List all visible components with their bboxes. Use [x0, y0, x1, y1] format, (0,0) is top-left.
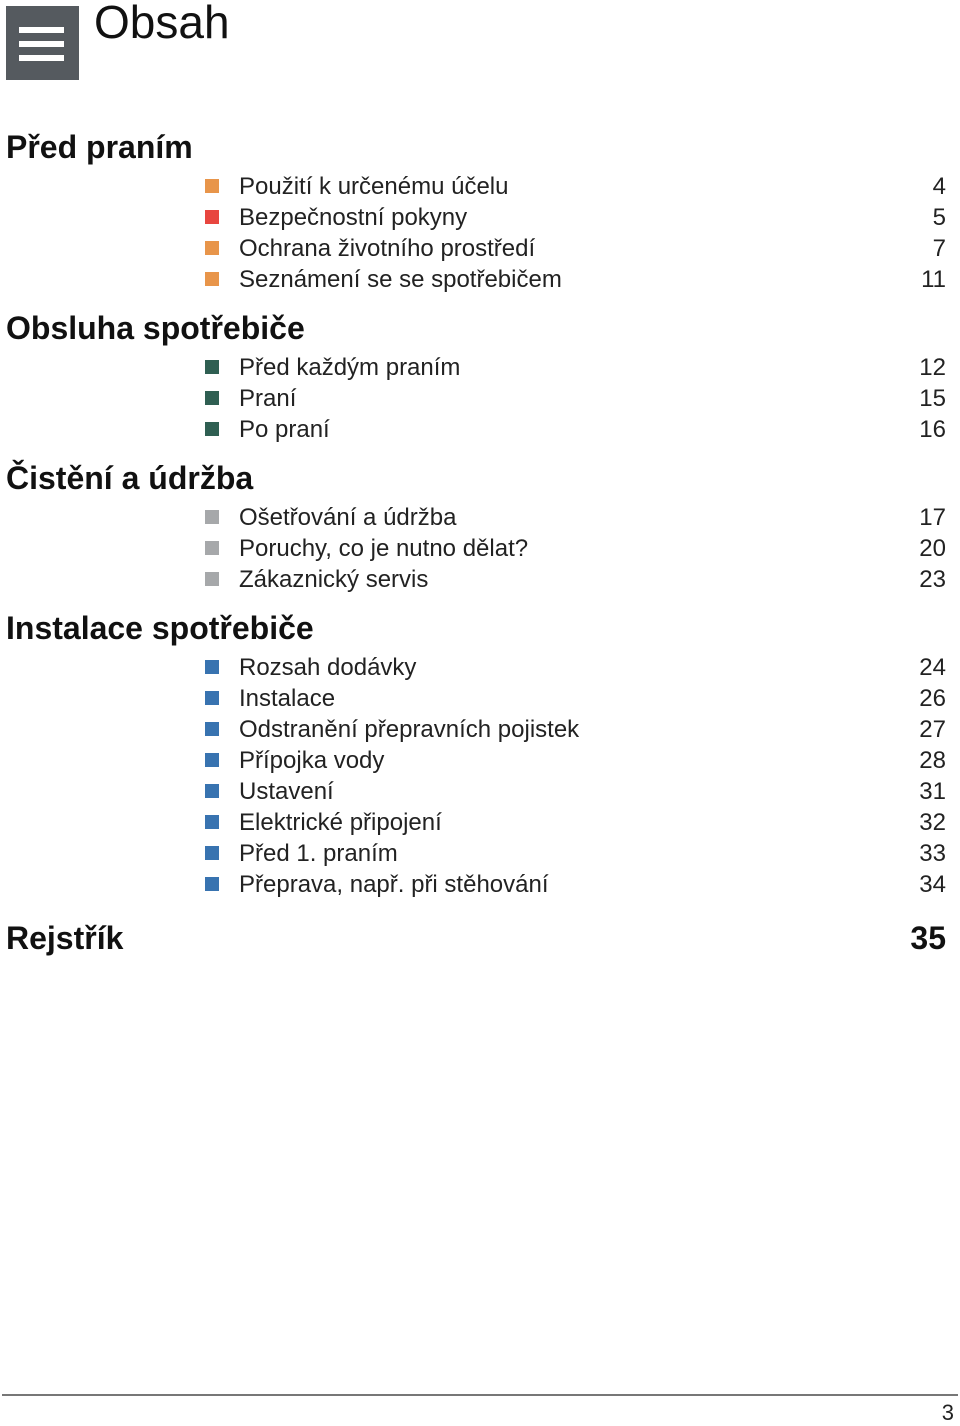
section-title-text: Před praním: [6, 129, 193, 165]
toc-item[interactable]: [0, 352, 960, 383]
toc-item-label: Seznámení se se spotřebičem: [239, 266, 562, 293]
toc-item-label: Poruchy, co je nutno dělat?: [239, 535, 529, 562]
menu-bar: [19, 27, 64, 33]
square-bullet-icon: [205, 753, 219, 767]
toc-item[interactable]: [0, 745, 960, 776]
section-title[interactable]: [0, 608, 960, 652]
table-of-contents: [0, 127, 960, 962]
toc-item[interactable]: [0, 264, 960, 295]
toc-item[interactable]: [0, 414, 960, 445]
toc-item-page: 27: [919, 716, 946, 743]
square-bullet-icon: [205, 722, 219, 736]
section-title-text: Čistění a údržba: [6, 460, 254, 496]
index-title: Rejstřík: [6, 920, 124, 956]
square-bullet-icon: [205, 179, 219, 193]
toc-item[interactable]: [0, 533, 960, 564]
toc-item[interactable]: [0, 869, 960, 900]
toc-item-page: 31: [919, 778, 946, 805]
square-bullet-icon: [205, 815, 219, 829]
section-title-text: Obsluha spotřebiče: [6, 310, 305, 346]
toc-item-label: Přeprava, např. při stěhování: [239, 871, 549, 898]
toc-item[interactable]: [0, 502, 960, 533]
toc-item[interactable]: [0, 652, 960, 683]
toc-item-page: 34: [919, 871, 946, 898]
toc-item-page: 16: [919, 416, 946, 443]
menu-list-icon: [6, 6, 79, 80]
square-bullet-icon: [205, 541, 219, 555]
square-bullet-icon: [205, 210, 219, 224]
toc-item-page: 24: [919, 654, 946, 681]
square-bullet-icon: [205, 241, 219, 255]
toc-item-label: Před 1. praním: [239, 840, 398, 867]
toc-item[interactable]: [0, 233, 960, 264]
square-bullet-icon: [205, 572, 219, 586]
toc-item-page: 15: [919, 385, 946, 412]
toc-item-label: Ustavení: [239, 778, 334, 805]
square-bullet-icon: [205, 391, 219, 405]
square-bullet-icon: [205, 422, 219, 436]
toc-item[interactable]: [0, 171, 960, 202]
toc-item-page: 20: [919, 535, 946, 562]
toc-item-page: 28: [919, 747, 946, 774]
page-number: 3: [941, 1400, 954, 1425]
toc-item[interactable]: [0, 838, 960, 869]
square-bullet-icon: [205, 691, 219, 705]
toc-item-page: 26: [919, 685, 946, 712]
toc-item-label: Instalace: [239, 685, 336, 712]
toc-item[interactable]: [0, 776, 960, 807]
toc-item[interactable]: [0, 564, 960, 595]
section-title-text: Instalace spotřebiče: [6, 610, 314, 646]
toc-item-label: Praní: [239, 385, 297, 412]
toc-item-page: 4: [932, 173, 946, 200]
toc-item-label: Bezpečnostní pokyny: [239, 204, 468, 231]
page-title: Obsah: [94, 0, 230, 48]
toc-item[interactable]: [0, 714, 960, 745]
toc-item-page: 5: [932, 204, 946, 231]
toc-item-label: Rozsah dodávky: [239, 654, 417, 681]
toc-item[interactable]: [0, 807, 960, 838]
square-bullet-icon: [205, 784, 219, 798]
index-page: 35: [910, 920, 946, 956]
section-title[interactable]: [0, 127, 960, 171]
toc-item-label: Odstranění přepravních pojistek: [239, 716, 580, 743]
toc-item-page: 33: [919, 840, 946, 867]
toc-item-page: 12: [919, 354, 946, 381]
toc-item-label: Ochrana životního prostředí: [239, 235, 536, 262]
menu-bar: [19, 41, 64, 47]
toc-item-label: Ošetřování a údržba: [239, 504, 457, 531]
toc-item-label: Před každým praním: [239, 354, 461, 381]
toc-item-page: 23: [919, 566, 946, 593]
toc-item-page: 7: [932, 235, 946, 262]
toc-item-label: Elektrické připojení: [239, 809, 442, 836]
index-entry[interactable]: [0, 918, 960, 962]
toc-item-label: Po praní: [239, 416, 330, 443]
section-title[interactable]: [0, 458, 960, 502]
square-bullet-icon: [205, 510, 219, 524]
square-bullet-icon: [205, 877, 219, 891]
menu-bar: [19, 55, 64, 61]
square-bullet-icon: [205, 360, 219, 374]
toc-item-label: Přípojka vody: [239, 747, 385, 774]
toc-item[interactable]: [0, 383, 960, 414]
toc-item-label: Zákaznický servis: [239, 566, 429, 593]
toc-item[interactable]: [0, 683, 960, 714]
square-bullet-icon: [205, 846, 219, 860]
square-bullet-icon: [205, 272, 219, 286]
section-title[interactable]: [0, 308, 960, 352]
toc-item-page: 11: [921, 266, 946, 293]
square-bullet-icon: [205, 660, 219, 674]
toc-item-label: Použití k určenému účelu: [239, 173, 509, 200]
toc-item-page: 17: [919, 504, 946, 531]
toc-item-page: 32: [919, 809, 946, 836]
footer-divider: [2, 1394, 958, 1396]
toc-item[interactable]: [0, 202, 960, 233]
